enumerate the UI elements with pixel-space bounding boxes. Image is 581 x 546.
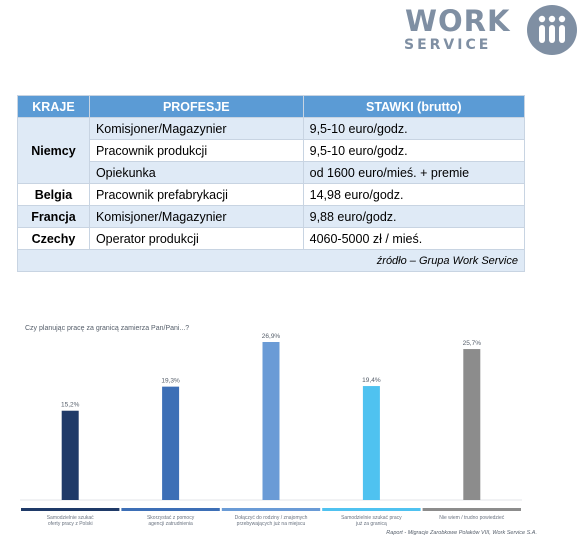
rate-cell: od 1600 euro/mieś. + premie bbox=[303, 162, 524, 184]
bar-value-label: 25,7% bbox=[462, 340, 482, 348]
profession-cell: Pracownik prefabrykacji bbox=[89, 184, 303, 206]
rate-cell: 9,5-10 euro/godz. bbox=[303, 140, 524, 162]
header-professions: PROFESJE bbox=[89, 96, 303, 118]
logo-text-service: SERVICE bbox=[404, 37, 492, 53]
category-strip bbox=[222, 508, 320, 511]
report-footer: Raport - Migracje Zarobkowe Polaków VIII, Work Service S.A. bbox=[386, 530, 537, 536]
category-label: Samodzielnie szukać bbox=[46, 515, 94, 521]
profession-cell: Operator produkcji bbox=[89, 228, 303, 250]
bar bbox=[263, 342, 280, 500]
profession-cell: Opiekunka bbox=[89, 162, 303, 184]
bar-value-label: 15,2% bbox=[60, 401, 80, 409]
table-source: źródło – Grupa Work Service bbox=[18, 250, 525, 272]
category-label: przebywających już na miejscu bbox=[236, 521, 306, 527]
bar bbox=[62, 411, 79, 500]
bar bbox=[463, 349, 480, 500]
category-label: oferty pracy z Polski bbox=[47, 521, 93, 527]
country-cell: Niemcy bbox=[18, 118, 90, 184]
header-rates: STAWKI (brutto) bbox=[303, 96, 524, 118]
bar-value-label: 19,3% bbox=[161, 377, 180, 385]
chart-title: Czy planując pracę za granicą zamierza Pan/Pani...? bbox=[25, 325, 190, 332]
category-label: Samodzielnie szukać pracy bbox=[341, 515, 402, 521]
category-label: Nie wiem / trudno powiedzieć bbox=[439, 515, 505, 521]
bar bbox=[363, 386, 380, 500]
category-label: już za granicą bbox=[355, 521, 387, 527]
category-label: Dołączyć do rodziny / znajomych bbox=[234, 515, 308, 521]
profession-cell: Komisjoner/Magazynier bbox=[89, 118, 303, 140]
country-cell: Francja bbox=[18, 206, 90, 228]
profession-cell: Komisjoner/Magazynier bbox=[89, 206, 303, 228]
country-cell: Czechy bbox=[18, 228, 90, 250]
rate-cell: 14,98 euro/godz. bbox=[303, 184, 524, 206]
rate-cell: 9,88 euro/godz. bbox=[303, 206, 524, 228]
category-strip bbox=[423, 508, 521, 511]
category-strip bbox=[121, 508, 219, 511]
bar bbox=[162, 387, 179, 500]
bar-value-label: 19,4% bbox=[362, 377, 381, 385]
profession-cell: Pracownik produkcji bbox=[89, 140, 303, 162]
category-label: agencji zatrudnienia bbox=[148, 521, 193, 527]
category-label: Skorzystać z pomocy bbox=[146, 515, 195, 521]
bar-value-label: 26,9% bbox=[261, 333, 281, 340]
category-strip bbox=[21, 508, 119, 511]
logo-text-work: WORK bbox=[405, 4, 511, 38]
rate-cell: 9,5-10 euro/godz. bbox=[303, 118, 524, 140]
rate-cell: 4060-5000 zł / mieś. bbox=[303, 228, 524, 250]
header-countries: KRAJE bbox=[18, 96, 90, 118]
category-strip bbox=[322, 508, 420, 511]
country-cell: Belgia bbox=[18, 184, 90, 206]
